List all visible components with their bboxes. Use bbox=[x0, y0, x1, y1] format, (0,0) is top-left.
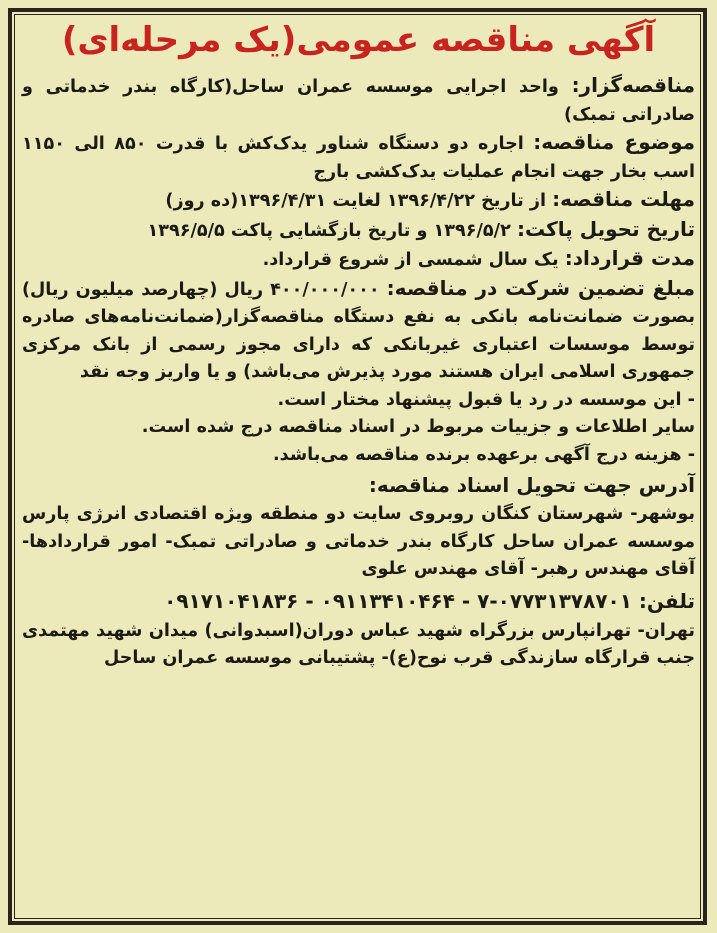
phone-paragraph bbox=[22, 584, 695, 618]
delivery-text: ۱۳۹۶/۵/۲ و تاریخ بازگشایی پاکت ۱۳۹۶/۵/۵ bbox=[147, 220, 511, 241]
address-text: بوشهر- شهرستان کنگان روبروی سایت دو منطقه ویژه اقتصادی انرژی پارس موسسه عمران ساحل کارگاه بندر خدماتی و صادراتی تمبک- امور قراردادها- آقای مهندس رهبر- آقای مهندس علوی bbox=[22, 504, 695, 579]
tehran-address: تهران- تهرانپارس بزرگراه شهید عباس دوران(اسبدوانی) میدان شهید مهتمدی جنب قرارگاه سازندگی قرب نوح(ع)- پشتیبانی موسسه عمران ساحل bbox=[22, 620, 695, 668]
delivery-paragraph bbox=[22, 216, 695, 246]
subject-text: اجاره دو دستگاه شناور یدک‌کش با قدرت ۸۵۰ الی ۱۱۵۰ اسب بخار جهت انجام عملیات یدک‌کشی بارج bbox=[22, 134, 695, 182]
phone-label: تلفن: bbox=[638, 588, 695, 613]
address-label: آدرس جهت تحویل اسناد مناقصه: bbox=[368, 473, 695, 497]
ad-content bbox=[22, 16, 695, 673]
tenderer-text: واحد اجرایی موسسه عمران ساحل(کارگاه بندر خدماتی و صادراتی تمبک) bbox=[22, 77, 695, 125]
guarantee-text: ۴۰۰/۰۰۰/۰۰۰ ریال (چهارصد میلیون ریال) بصورت ضمانت‌نامه بانکی به نفع دستگاه مناقصه‌گزار(ضمانت‌نامه‌های صادره توسط موسسات اعتباری غیربانکی که دارای مجوز رسمی از بانک مرکزی جمهوری اسلامی ایران هستند مورد پذیرش می‌باشد) و یا واریز وجه نقد bbox=[22, 279, 695, 382]
guarantee-label: مبلغ تضمین شرکت در مناقصه: bbox=[386, 275, 695, 300]
deadline-text: از تاریخ ۱۳۹۶/۴/۲۲ لغایت ۱۳۹۶/۴/۳۱(ده روز) bbox=[165, 191, 546, 211]
deadline-paragraph bbox=[22, 186, 695, 216]
note-info: سایر اطلاعات و جزییات مربوط در اسناد مناقصه درج شده است. bbox=[141, 417, 695, 437]
tenderer-paragraph bbox=[22, 72, 695, 129]
duration-text: یک سال شمسی از شروع قرارداد. bbox=[262, 250, 559, 270]
subject-label: موضوع مناقصه: bbox=[533, 130, 695, 154]
ad-title: آگهی مناقصه عمومی(یک مرحله‌ای) bbox=[61, 20, 656, 60]
deadline-label: مهلت مناقصه: bbox=[552, 187, 695, 211]
duration-paragraph bbox=[22, 245, 695, 275]
tenderer-label: مناقصه‌گزار: bbox=[571, 73, 695, 97]
guarantee-paragraph bbox=[22, 275, 695, 387]
note-cost: - هزینه درج آگهی برعهده برنده مناقصه می‌باشد. bbox=[273, 444, 695, 465]
duration-label: مدت قرارداد: bbox=[564, 246, 695, 270]
phone-numbers: ۰۷۷۳۱۳۷۸۷۰۱-۷ - ۰۹۱۱۳۴۱۰۴۶۴ - ۰۹۱۷۱۰۴۱۸۳۶ bbox=[164, 588, 632, 613]
subject-paragraph bbox=[22, 129, 695, 186]
delivery-label: تاریخ تحویل پاکت: bbox=[516, 216, 695, 241]
note-reject: - این موسسه در رد یا قبول پیشنهاد مختار است. bbox=[277, 389, 695, 410]
